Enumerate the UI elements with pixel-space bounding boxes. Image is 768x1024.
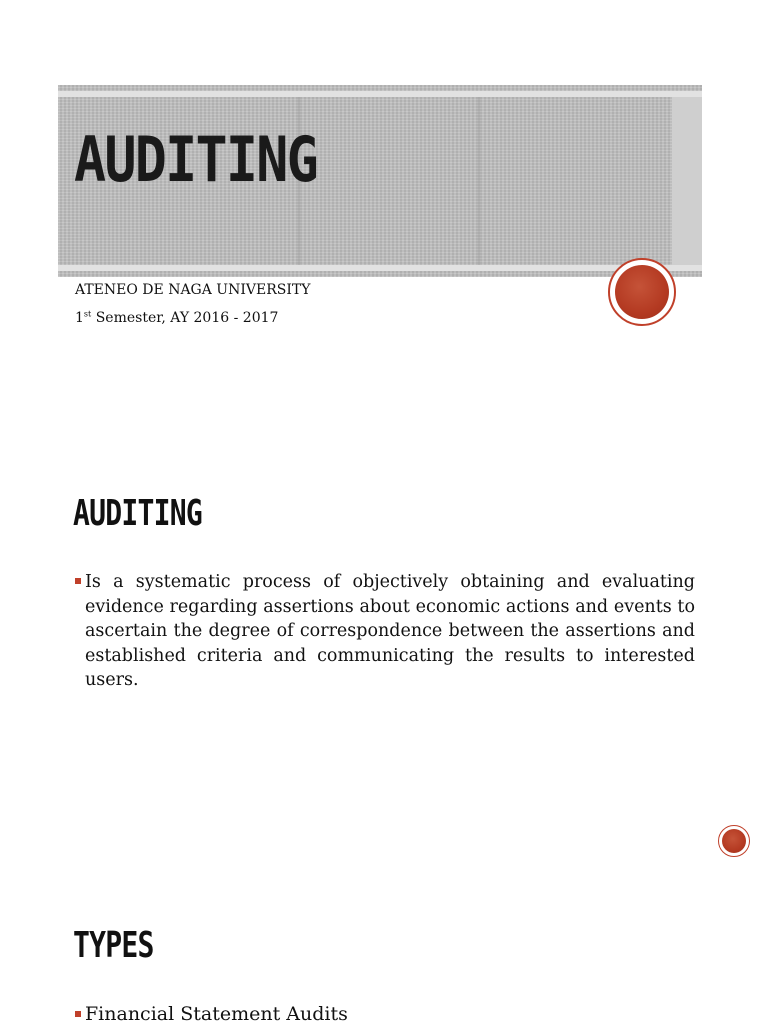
- semester-suffix: st: [83, 309, 92, 319]
- banner-right-strip: [672, 97, 702, 265]
- semester-number: 1: [75, 310, 84, 326]
- banner-bottom-band: [58, 265, 702, 271]
- red-circle-inner: [615, 265, 669, 319]
- red-circle-icon: [718, 825, 750, 857]
- slide-title: AUDITING: [74, 123, 318, 196]
- definition-paragraph: Is a systematic process of objectively obtaining and evaluating evidence regarding assertions about economic actions and events to ascertain the degree of correspondence between the assertions and established criteria and communicating the results to interested users.: [85, 572, 695, 690]
- section-title-auditing: AUDITING: [73, 493, 203, 534]
- list-item: Financial Statement Audits: [85, 1003, 348, 1024]
- red-circle-inner: [722, 829, 746, 853]
- semester-line: [75, 310, 278, 326]
- university-name: ATENEO DE NAGA UNIVERSITY: [75, 282, 311, 298]
- title-banner: [58, 85, 702, 277]
- semester-text: Semester, AY 2016 - 2017: [91, 310, 279, 326]
- red-circle-icon: [608, 258, 676, 326]
- banner-top-band: [58, 91, 702, 97]
- section-title-types: TYPES: [73, 925, 154, 966]
- banner-block-divider: [478, 97, 480, 265]
- square-bullet-icon: [75, 1011, 81, 1017]
